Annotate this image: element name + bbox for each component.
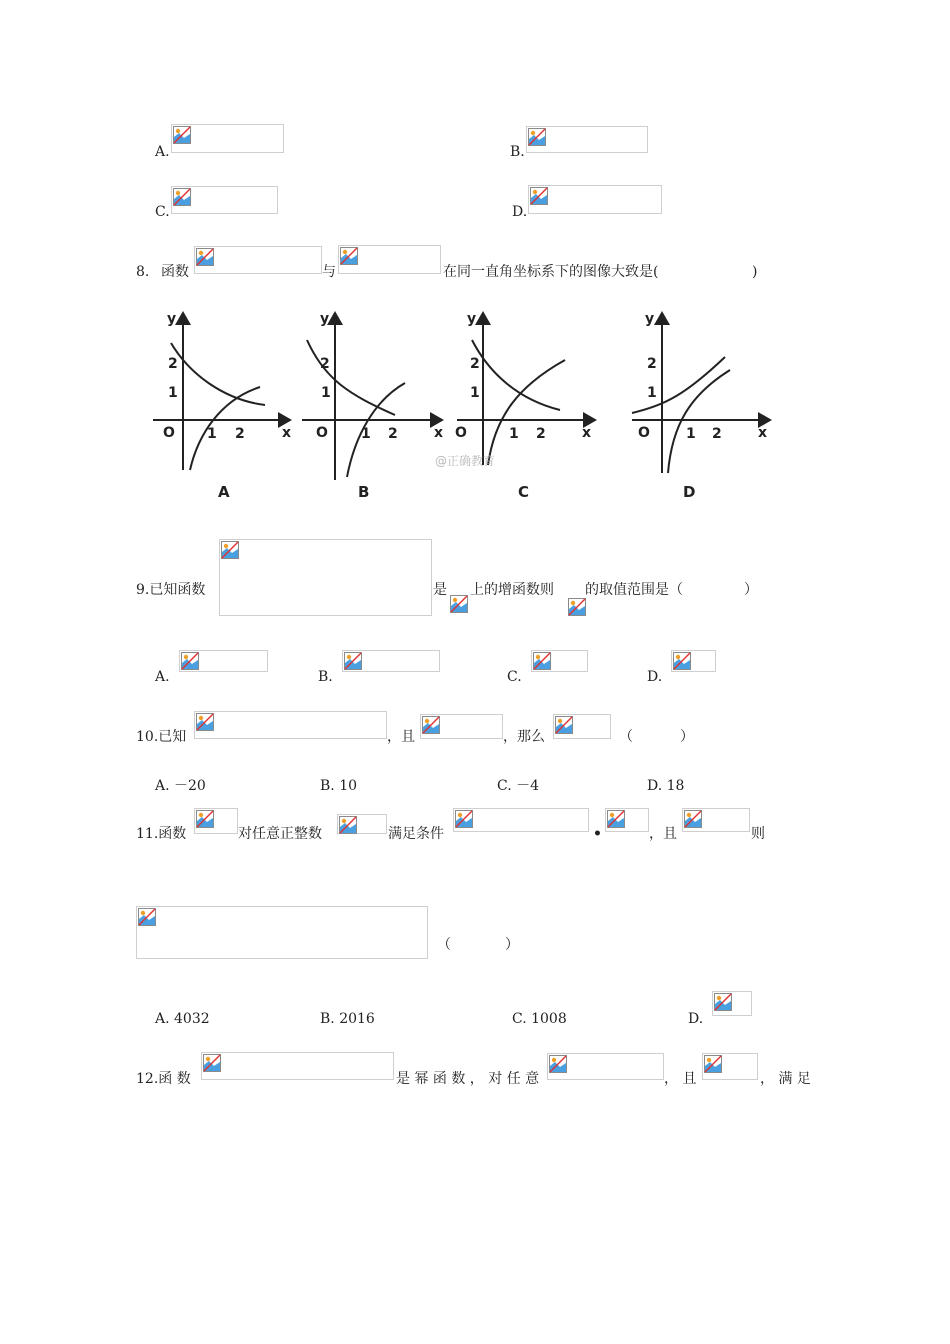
q11-condition-image — [453, 808, 589, 832]
q7-option-c-image — [171, 186, 278, 214]
q8-graphs-figure — [150, 305, 780, 510]
graph-label-a: A — [218, 483, 230, 501]
origin-label: O — [455, 425, 467, 441]
graph-label-d: D — [683, 483, 696, 501]
q11-variables-image — [337, 814, 387, 834]
broken-image-icon — [344, 652, 362, 670]
tick-label: 2 — [388, 426, 398, 442]
axis-y-label: y — [320, 311, 330, 327]
broken-image-icon — [196, 713, 214, 731]
graph-label-c: C — [518, 483, 530, 501]
origin-label: O — [638, 425, 650, 441]
axis-y-label: y — [645, 311, 655, 327]
broken-image-icon — [450, 595, 468, 613]
q11-text-1: 11.函数 — [136, 826, 187, 842]
q11-paren-close: ） — [505, 937, 519, 953]
q9-function-image — [219, 539, 432, 616]
q9-text-3: 上的增函数则 — [470, 582, 554, 598]
broken-image-icon — [422, 716, 440, 734]
q8-paren-close: ) — [752, 264, 758, 280]
q8-text-3: 在同一直角坐标系下的图像大致是( — [443, 264, 659, 280]
q8-number: 8. — [136, 264, 150, 280]
q7-option-a-image — [171, 124, 284, 153]
graph-label-b: B — [358, 483, 370, 501]
tick-label: 2 — [536, 426, 546, 442]
broken-image-icon — [340, 247, 358, 265]
broken-image-icon — [339, 816, 357, 834]
q10-target-image — [553, 714, 611, 739]
q9-option-d-label: D. — [647, 669, 663, 685]
q11-option-c: C. 1008 — [512, 1011, 567, 1027]
q9-option-d-image — [671, 650, 716, 672]
q10-option-b: B. 10 — [320, 778, 358, 794]
q10-option-a: A. －20 — [155, 778, 206, 794]
q9-domain-image — [449, 594, 469, 614]
q9-option-a-image — [179, 650, 268, 672]
origin-label: O — [163, 425, 175, 441]
broken-image-icon — [173, 188, 191, 206]
axis-y-label: y — [467, 311, 477, 327]
q12-function-image — [201, 1052, 394, 1080]
broken-image-icon — [607, 810, 625, 828]
q9-paren-close: ） — [744, 582, 758, 598]
tick-label: 1 — [321, 385, 331, 401]
broken-image-icon — [568, 598, 586, 616]
q7-option-c-label: C. — [155, 204, 170, 220]
tick-label: 1 — [361, 426, 371, 442]
q11-initial-image — [682, 808, 750, 832]
q12-text-2: 是 幂 函 数 ， 对 任 意 — [396, 1071, 540, 1087]
q11-text-4: ，且 — [649, 826, 677, 842]
q11-option-b: B. 2016 — [320, 1011, 375, 1027]
tick-label: 1 — [647, 385, 657, 401]
q10-text-1: 10.已知 — [136, 729, 187, 745]
tick-label: 2 — [168, 356, 178, 372]
q11-paren-open: （ — [437, 937, 451, 953]
q8-formula-1-image — [194, 246, 322, 274]
tick-label: 1 — [470, 385, 480, 401]
broken-image-icon — [714, 993, 732, 1011]
broken-image-icon — [196, 248, 214, 266]
axis-y-label: y — [167, 311, 177, 327]
broken-image-icon — [203, 1054, 221, 1072]
broken-image-icon — [555, 716, 573, 734]
q9-option-a-label: A. — [155, 669, 170, 685]
broken-image-icon — [684, 810, 702, 828]
broken-image-icon — [530, 187, 548, 205]
q11-dot: • — [593, 826, 602, 842]
broken-image-icon — [138, 908, 156, 926]
q11-option-d-label: D. — [688, 1011, 704, 1027]
tick-label: 2 — [470, 356, 480, 372]
q10-option-d: D. 18 — [647, 778, 685, 794]
q9-text-1: 9.已知函数 — [136, 582, 206, 598]
q10-function-image — [194, 711, 387, 739]
q9-text-4: 的取值范围是（ — [585, 582, 683, 598]
q11-expression-image — [136, 906, 428, 959]
broken-image-icon — [455, 810, 473, 828]
q12-text-4: ， 满 足 — [760, 1071, 811, 1087]
tick-label: 1 — [686, 426, 696, 442]
q10-option-c: C. －4 — [497, 778, 540, 794]
tick-label: 1 — [168, 385, 178, 401]
q12-condition-image — [702, 1053, 758, 1080]
tick-label: 2 — [712, 426, 722, 442]
q7-option-a-label: A. — [155, 144, 170, 160]
q11-text-5: 则 — [751, 826, 765, 842]
broken-image-icon — [221, 541, 239, 559]
q9-option-b-image — [342, 650, 440, 672]
q8-formula-2-image — [338, 245, 441, 274]
q8-text-1: 函数 — [161, 264, 189, 280]
q9-option-c-label: C. — [507, 669, 522, 685]
q12-text-3: ， 且 — [664, 1071, 697, 1087]
q7-option-b-label: B. — [510, 144, 525, 160]
q11-text-2: 对任意正整数 — [238, 826, 322, 842]
broken-image-icon — [533, 652, 551, 670]
q9-text-2: 是 — [433, 582, 447, 598]
axis-x-label: x — [582, 425, 592, 441]
q11-function-image — [194, 808, 238, 834]
broken-image-icon — [549, 1055, 567, 1073]
tick-label: 2 — [235, 426, 245, 442]
q10-text-2: ，且 — [387, 729, 415, 745]
q9-option-c-image — [531, 650, 588, 672]
broken-image-icon — [673, 652, 691, 670]
watermark: @正确教育 — [435, 454, 496, 468]
q11-condition-2-image — [605, 808, 649, 832]
q9-option-b-label: B. — [318, 669, 333, 685]
tick-label: 2 — [320, 356, 330, 372]
q10-paren-close: ） — [680, 729, 694, 745]
q11-option-d-image — [712, 991, 752, 1016]
q7-option-b-image — [526, 126, 648, 153]
q9-param-image — [567, 597, 585, 615]
q8-text-2: 与 — [322, 264, 336, 280]
q11-option-a: A. 4032 — [155, 1011, 210, 1027]
q7-option-d-label: D. — [512, 204, 528, 220]
tick-label: 2 — [647, 356, 657, 372]
broken-image-icon — [181, 652, 199, 670]
q10-text-3: ，那么 — [503, 729, 545, 745]
broken-image-icon — [528, 128, 546, 146]
broken-image-icon — [704, 1055, 722, 1073]
q10-condition-image — [420, 714, 503, 739]
q7-option-d-image — [528, 185, 662, 214]
q12-text-1: 12.函 数 — [136, 1071, 191, 1087]
axis-x-label: x — [282, 425, 292, 441]
q12-variables-image — [547, 1053, 664, 1080]
tick-label: 1 — [207, 426, 217, 442]
q10-paren-open: （ — [619, 729, 633, 745]
broken-image-icon — [173, 126, 191, 144]
origin-label: O — [316, 425, 328, 441]
axis-x-label: x — [758, 425, 768, 441]
broken-image-icon — [196, 810, 214, 828]
tick-label: 1 — [509, 426, 519, 442]
axis-x-label: x — [434, 425, 444, 441]
q11-text-3: 满足条件 — [388, 826, 444, 842]
